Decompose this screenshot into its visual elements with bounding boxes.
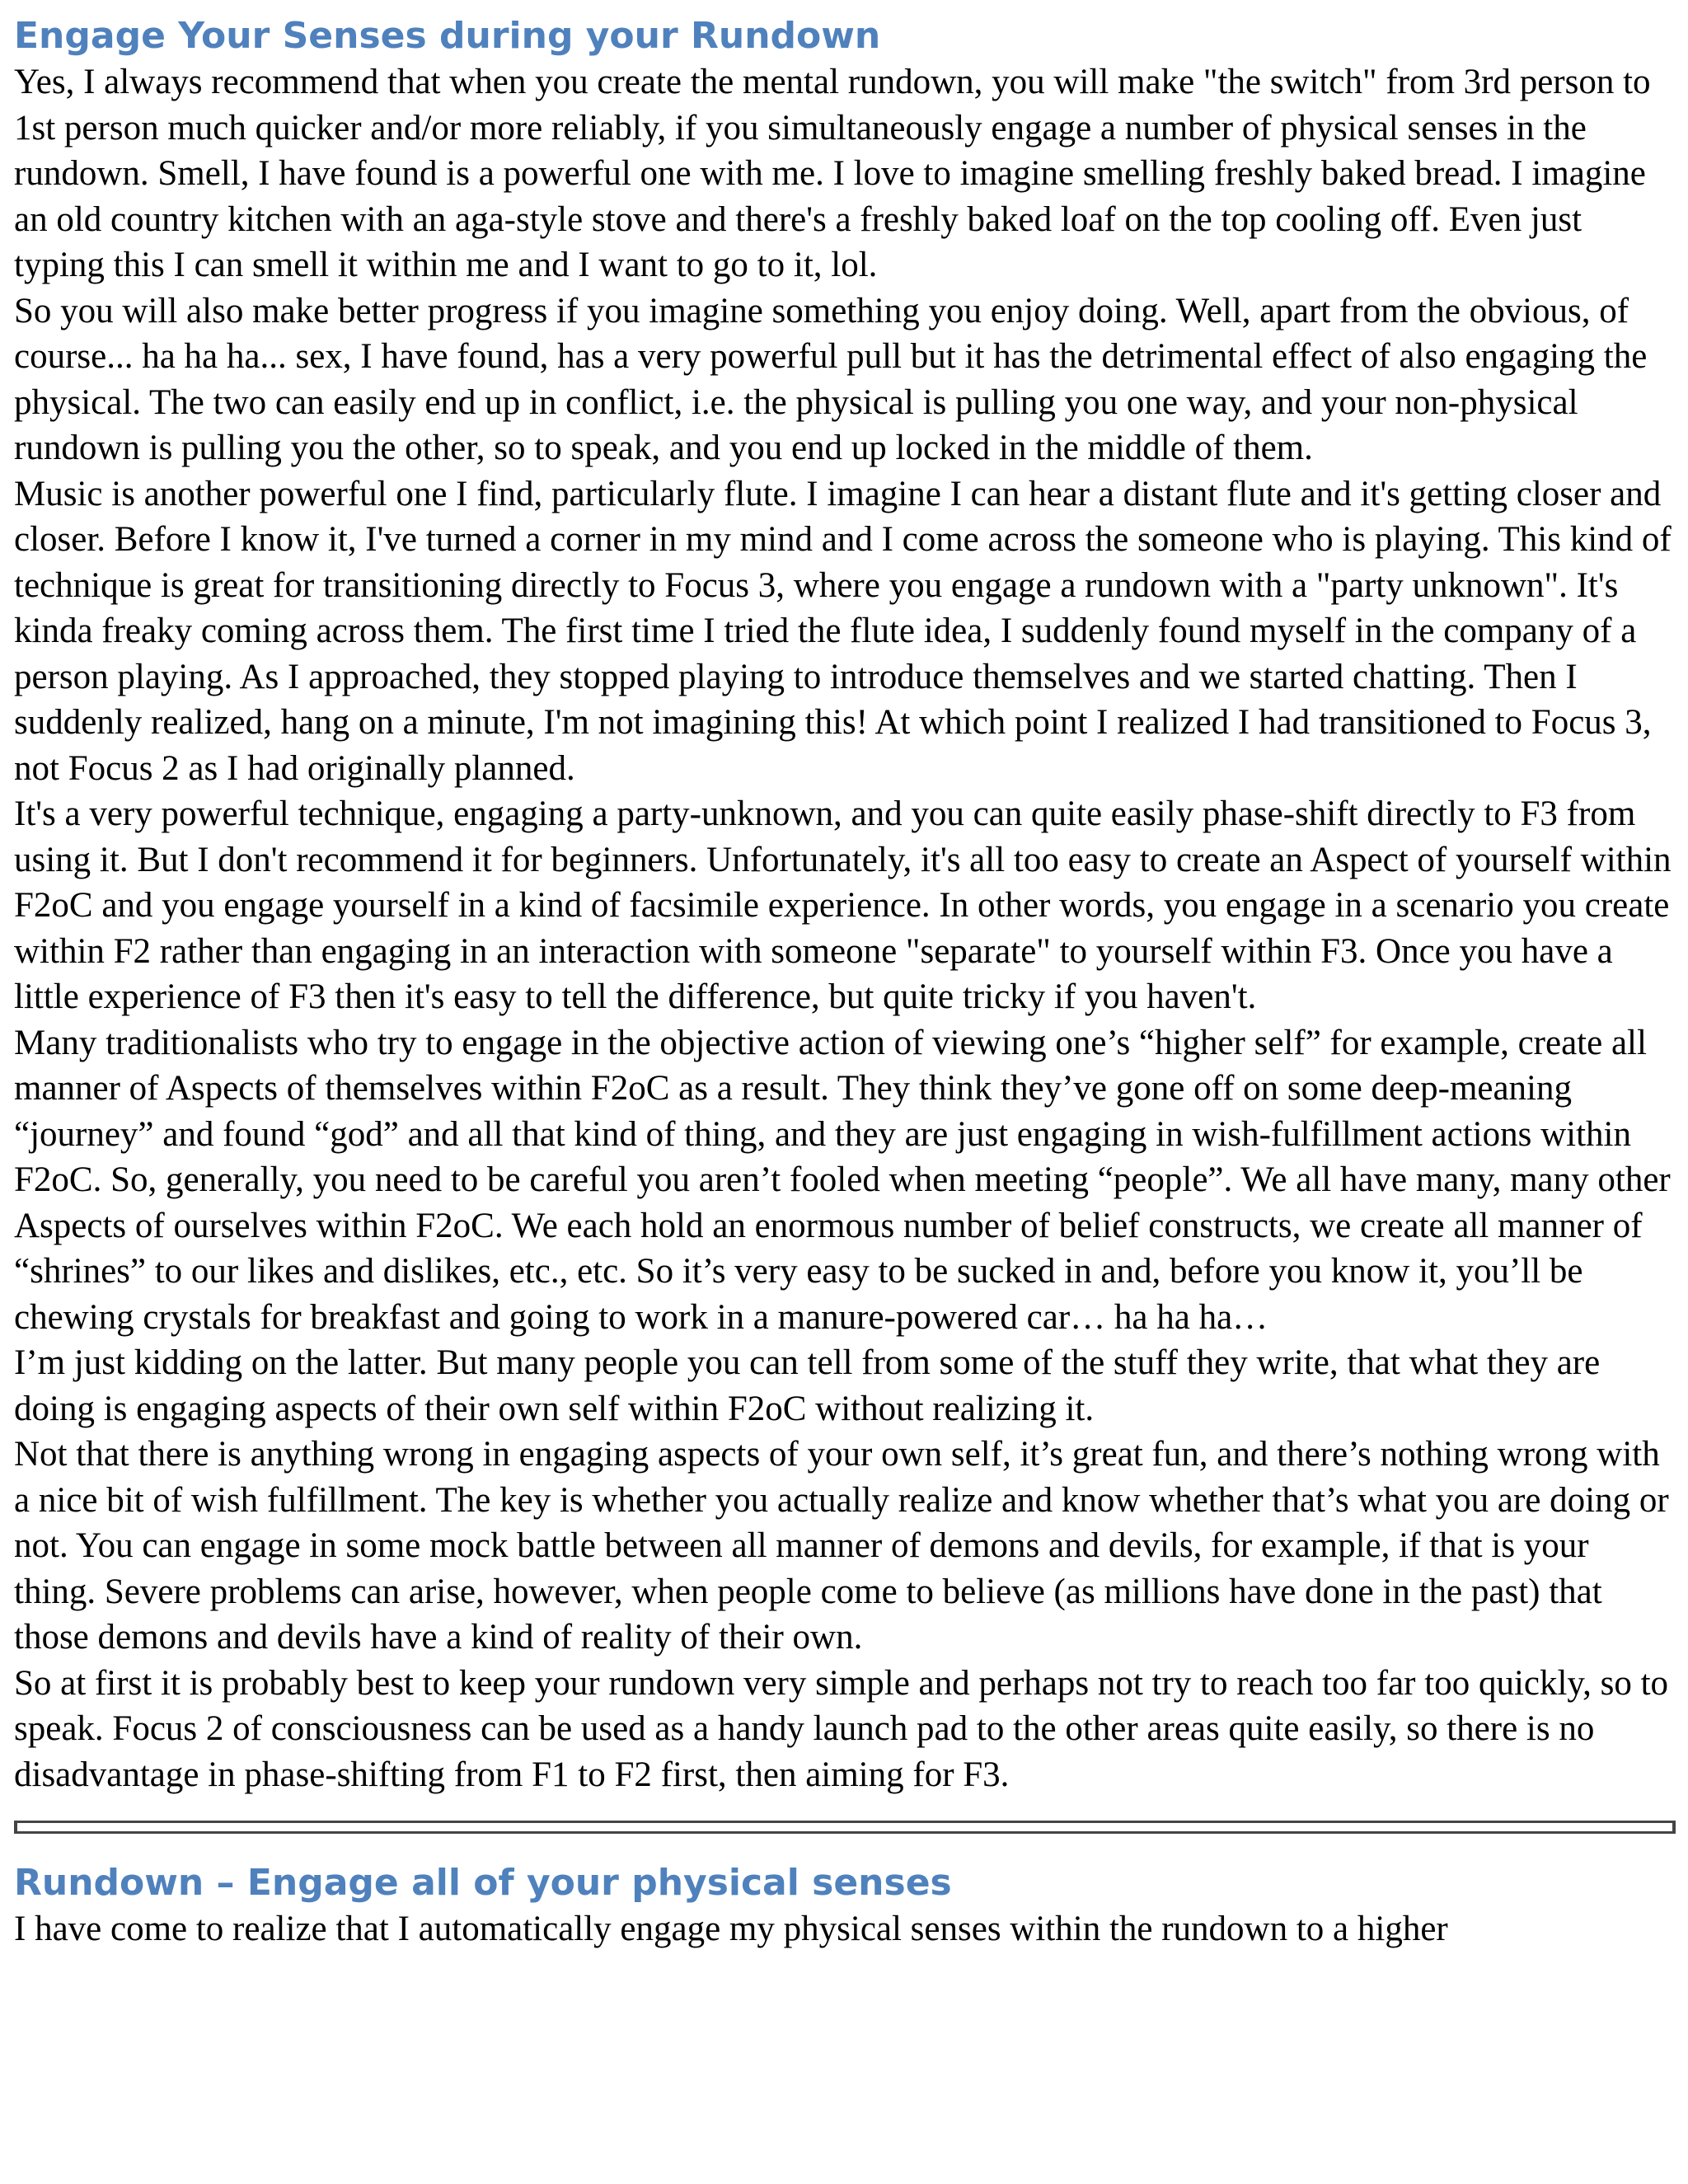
paragraph: Many traditionalists who try to engage in the objective action of viewing one’s “higher self” for example, create all manner of Aspects of themselves within F2oC as a result. They think they’ve gone off on some deep-meaning “journey” and found “god” and all that kind of thing, and they are just engaging in wish-fulfillment actions within F2oC. So, generally, you need to be careful you aren’t fooled when meeting “people”. We all have many, many other Aspects of ourselves within F2oC. We each hold an enormous number of belief constructs, we create all manner of “shrines” to our likes and dislikes, etc., etc. So it’s very easy to be sucked in and, before you know it, you’ll be chewing crystals for breakfast and going to work in a manure-powered car… ha ha ha… [14,1023,1671,1337]
section-body [14,1906,1676,1952]
section-divider [14,1821,1676,1834]
document-page [14,13,1676,1952]
paragraph: So at first it is probably best to keep your rundown very simple and perhaps not try to reach too far too quickly, so to speak. Focus 2 of consciousness can be used as a handy launch pad to the other areas quite easily, so there is no disadvantage in phase-shifting from F1 to F2 first, then aiming for F3. [14,1663,1669,1794]
paragraph: I’m just kidding on the latter. But many people you can tell from some of the stuff they write, that what they are doing is engaging aspects of their own self within F2oC without realizing it. [14,1343,1601,1428]
paragraph: Music is another powerful one I find, particularly flute. I imagine I can hear a distant flute and it's getting closer and closer. Before I know it, I've turned a corner in my mind and I come across the someone who is playing. This kind of technique is great for transitioning directly to Focus 3, where you engage a rundown with a "party unknown". It's kinda freaky coming across them. The first time I tried the flute idea, I suddenly found myself in the company of a person playing. As I approached, they stopped playing to introduce themselves and we started chatting. Then I suddenly realized, hang on a minute, I'm not imagining this! At which point I realized I had transitioned to Focus 3, not Focus 2 as I had originally planned. [14,474,1672,788]
paragraph: It's a very powerful technique, engaging a party-unknown, and you can quite easily phase-shift directly to F3 from using it. But I don't recommend it for beginners. Unfortunately, it's all too easy to create an Aspect of yourself within F2oC and you engage yourself in a kind of facsimile experience. In other words, you engage in a scenario you create within F2 rather than engaging in an interaction with someone "separate" to yourself within F3. Once you have a little experience of F3 then it's easy to tell the difference, but quite tricky if you haven't. [14,794,1672,1016]
section-heading: Engage Your Senses during your Rundown [14,15,881,57]
paragraph: I have come to realize that I automatically engage my physical senses within the rundown to a higher [14,1910,1448,1948]
paragraph: Yes, I always recommend that when you create the mental rundown, you will make "the switch" from 3rd person to 1st person much quicker and/or more reliably, if you simultaneously engage a number of physical senses in the rundown. Smell, I have found is a powerful one with me. I love to imagine smelling freshly baked bread. I imagine an old country kitchen with an aga-style stove and there's a freshly baked loaf on the top cooling off. Even just typing this I can smell it within me and I want to go to it, lol. [14,63,1651,284]
section-body [14,59,1676,1797]
paragraph: Not that there is anything wrong in engaging aspects of your own self, it’s great fun, and there’s nothing wrong with a nice bit of wish fulfillment. The key is whether you actually realize and know whether that’s what you are doing or not. You can engage in some mock battle between all manner of demons and devils, for example, if that is your thing. Severe problems can arise, however, when people come to believe (as millions have done in the past) that those demons and devils have a kind of reality of their own. [14,1435,1669,1657]
paragraph: So you will also make better progress if you imagine something you enjoy doing. Well, apart from the obvious, of course... ha ha ha... sex, I have found, has a very powerful pull but it has the detrimental effect of also engaging the physical. The two can easily end up in conflict, i.e. the physical is pulling you one way, and your non-physical rundown is pulling you the other, so to speak, and you end up locked in the middle of them. [14,291,1648,467]
section-heading: Rundown – Engage all of your physical senses [14,1862,952,1904]
